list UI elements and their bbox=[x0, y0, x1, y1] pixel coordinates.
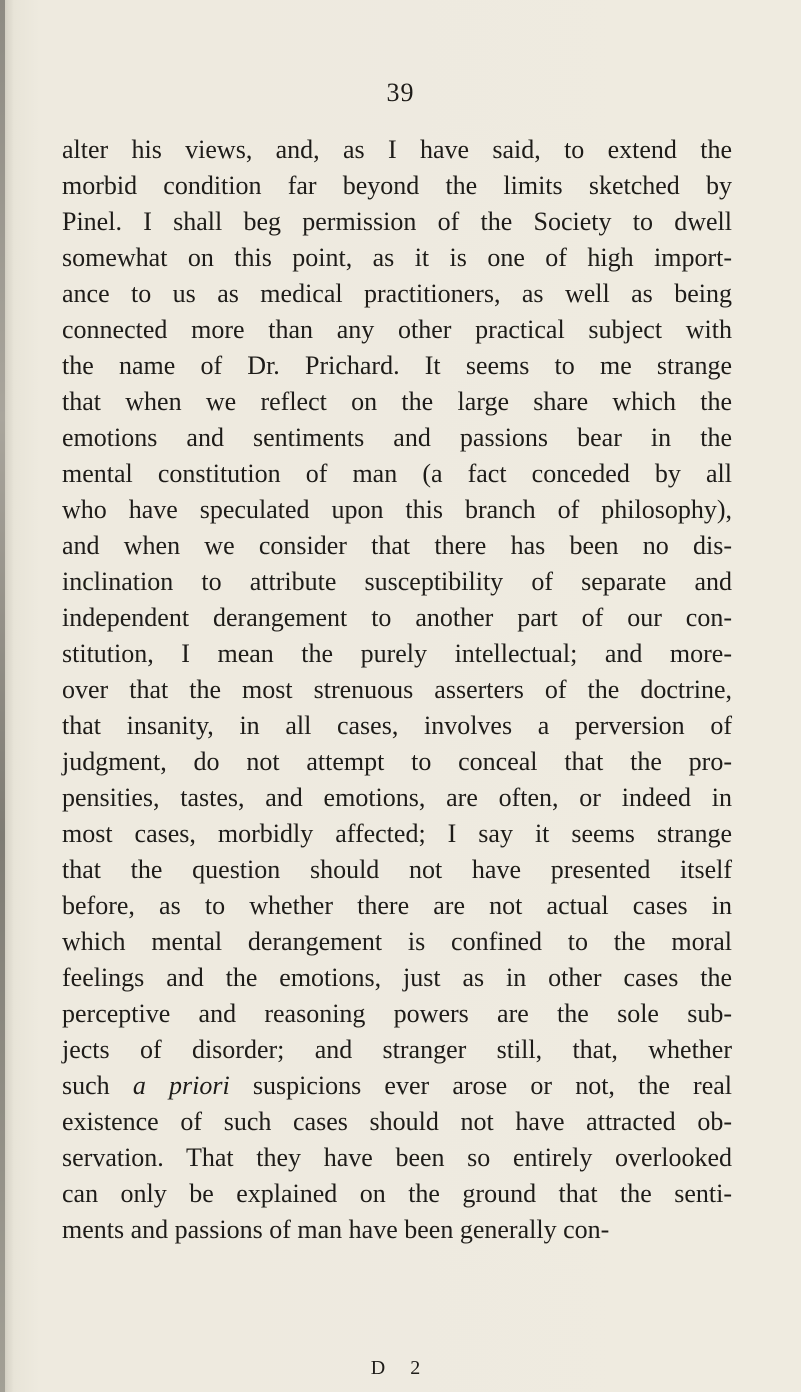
text-line-6: connected more than any other practical subject with bbox=[62, 315, 732, 344]
text-line-10: mental constitution of man (a fact conceded by all bbox=[62, 459, 732, 488]
text-line-30: can only be explained on the ground that the senti- bbox=[62, 1179, 732, 1208]
text-line-14: independent derangement to another part of our con- bbox=[62, 603, 732, 632]
text-line-8: that when we reflect on the large share which the bbox=[62, 387, 732, 416]
text-line-23: which mental derangement is confined to the moral bbox=[62, 927, 732, 956]
signature-mark: D 2 bbox=[370, 1357, 431, 1379]
text-line-19: pensities, tastes, and emotions, are often, or indeed in bbox=[62, 783, 732, 812]
text-line-18: judgment, do not attempt to conceal that the pro- bbox=[62, 747, 732, 776]
text-line-28: existence of such cases should not have attracted ob- bbox=[62, 1107, 732, 1136]
text-line-5: ance to us as medical practitioners, as well as being bbox=[62, 279, 732, 308]
text-line-31: ments and passions of man have been generally con- bbox=[62, 1215, 610, 1244]
text-line-27 bbox=[62, 1068, 732, 1104]
text-line-26: jects of disorder; and stranger still, that, whether bbox=[62, 1035, 732, 1064]
binding-edge bbox=[0, 0, 5, 1392]
text-line-15: stitution, I mean the purely intellectual; and more- bbox=[62, 639, 732, 668]
text-line-2: morbid condition far beyond the limits sketched by bbox=[62, 171, 732, 200]
italic-a-priori: a priori bbox=[132, 1071, 230, 1100]
text-line-27-after: suspicions ever arose or not, the real bbox=[229, 1071, 733, 1100]
text-line-3: Pinel. I shall beg permission of the Society to dwell bbox=[62, 207, 732, 236]
text-line-9: emotions and sentiments and passions bear in the bbox=[62, 423, 732, 452]
text-line-4: somewhat on this point, as it is one of high import- bbox=[62, 243, 732, 272]
text-line-17: that insanity, in all cases, involves a perversion of bbox=[62, 711, 732, 740]
text-line-16: over that the most strenuous asserters of the doctrine, bbox=[62, 675, 732, 704]
text-line-20: most cases, morbidly affected; I say it seems strange bbox=[62, 819, 732, 848]
text-line-1: alter his views, and, as I have said, to extend the bbox=[62, 135, 732, 164]
body-text bbox=[62, 132, 732, 1248]
text-line-13: inclination to attribute susceptibility of separate and bbox=[62, 567, 732, 596]
text-line-25: perceptive and reasoning powers are the sole sub- bbox=[62, 999, 732, 1028]
text-line-29: servation. That they have been so entirely overlooked bbox=[62, 1143, 732, 1172]
text-line-24: feelings and the emotions, just as in other cases the bbox=[62, 963, 732, 992]
text-line-12: and when we consider that there has been no dis- bbox=[62, 531, 732, 560]
text-line-11: who have speculated upon this branch of philosophy), bbox=[62, 495, 732, 524]
page-number: 39 bbox=[386, 78, 415, 107]
text-line-22: before, as to whether there are not actual cases in bbox=[62, 891, 732, 920]
text-line-7: the name of Dr. Prichard. It seems to me strange bbox=[62, 351, 732, 380]
text-line-27-before: such bbox=[62, 1071, 133, 1100]
text-line-21: that the question should not have presented itself bbox=[62, 855, 732, 884]
